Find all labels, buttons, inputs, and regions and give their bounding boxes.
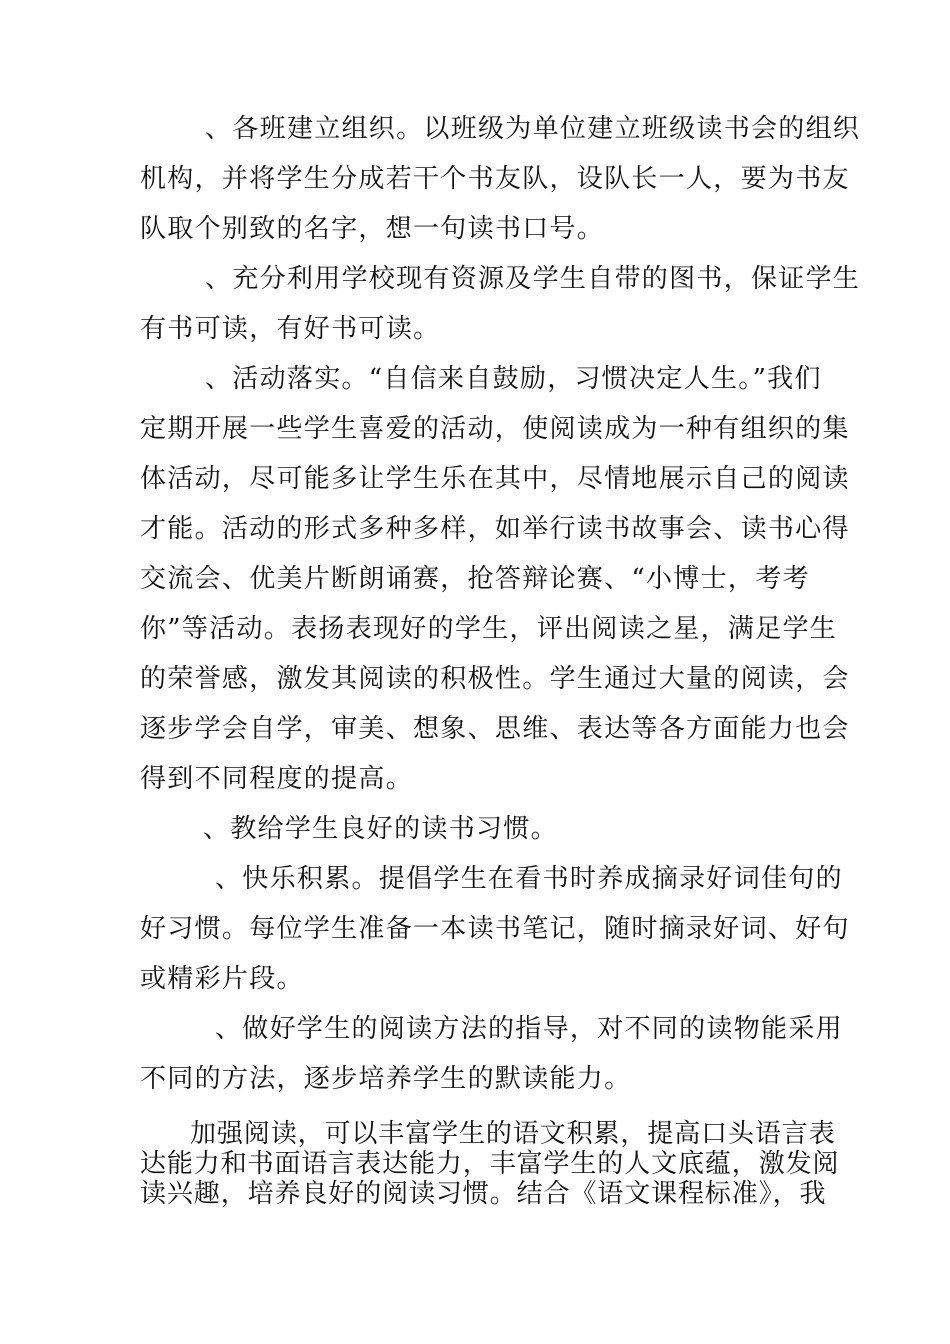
text-line: 逐步学会自学，审美、想象、思维、表达等各方面能力也会 [140,714,850,744]
text-line: 你”等活动。表扬表现好的学生，评出阅读之星，满足学生 [140,614,838,644]
text-line: 达能力和书面语言表达能力，丰富学生的人文底蕴，激发阅 [140,1149,840,1179]
text-line: 、做好学生的阅读方法的指导，对不同的读物能采用 [215,1014,843,1044]
text-line: 或精彩片段。 [140,964,304,994]
text-line: 加强阅读，可以丰富学生的语文积累，提高口头语言表 [190,1119,836,1149]
text-line: 、各班建立组织。以班级为单位建立班级读书会的组织 [205,114,861,144]
text-line: 有书可读，有好书可读。 [140,314,441,344]
text-line: 不同的方法，逐步培养学生的默读能力。 [140,1064,632,1094]
text-line: 好习惯。每位学生准备一本读书笔记，随时摘录好词、好句 [140,914,850,944]
text-line: 机构，并将学生分成若干个书友队，设队长一人，要为书友 [140,164,850,194]
text-line: 读兴趣，培养良好的阅读习惯。结合《语文课程标准》，我 [140,1179,827,1209]
text-line: 队取个别致的名字，想一句读书口号。 [140,214,605,244]
text-line: 得到不同程度的提高。 [140,764,414,794]
text-line: 的荣誉感，激发其阅读的积极性。学生通过大量的阅读，会 [140,664,850,694]
text-line: 才能。活动的形式多种多样，如举行读书故事会、读书心得 [140,514,850,544]
text-line: 体活动，尽可能多让学生乐在其中，尽情地展示自己的阅读 [140,464,850,494]
text-line: 、活动落实。“自信来自鼓励，习惯决定人生。”我们 [205,364,822,394]
text-line: 、教给学生良好的读书习惯。 [203,814,558,844]
text-line: 交流会、优美片断朗诵赛，抢答辩论赛、“小博士，考考 [140,564,810,594]
text-line: 、快乐积累。提倡学生在看书时养成摘录好词佳句的 [215,864,843,894]
text-line: 、充分利用学校现有资源及学生自带的图书，保证学生 [205,264,861,294]
text-line: 定期开展一些学生喜爱的活动，使阅读成为一种有组织的集 [140,414,850,444]
